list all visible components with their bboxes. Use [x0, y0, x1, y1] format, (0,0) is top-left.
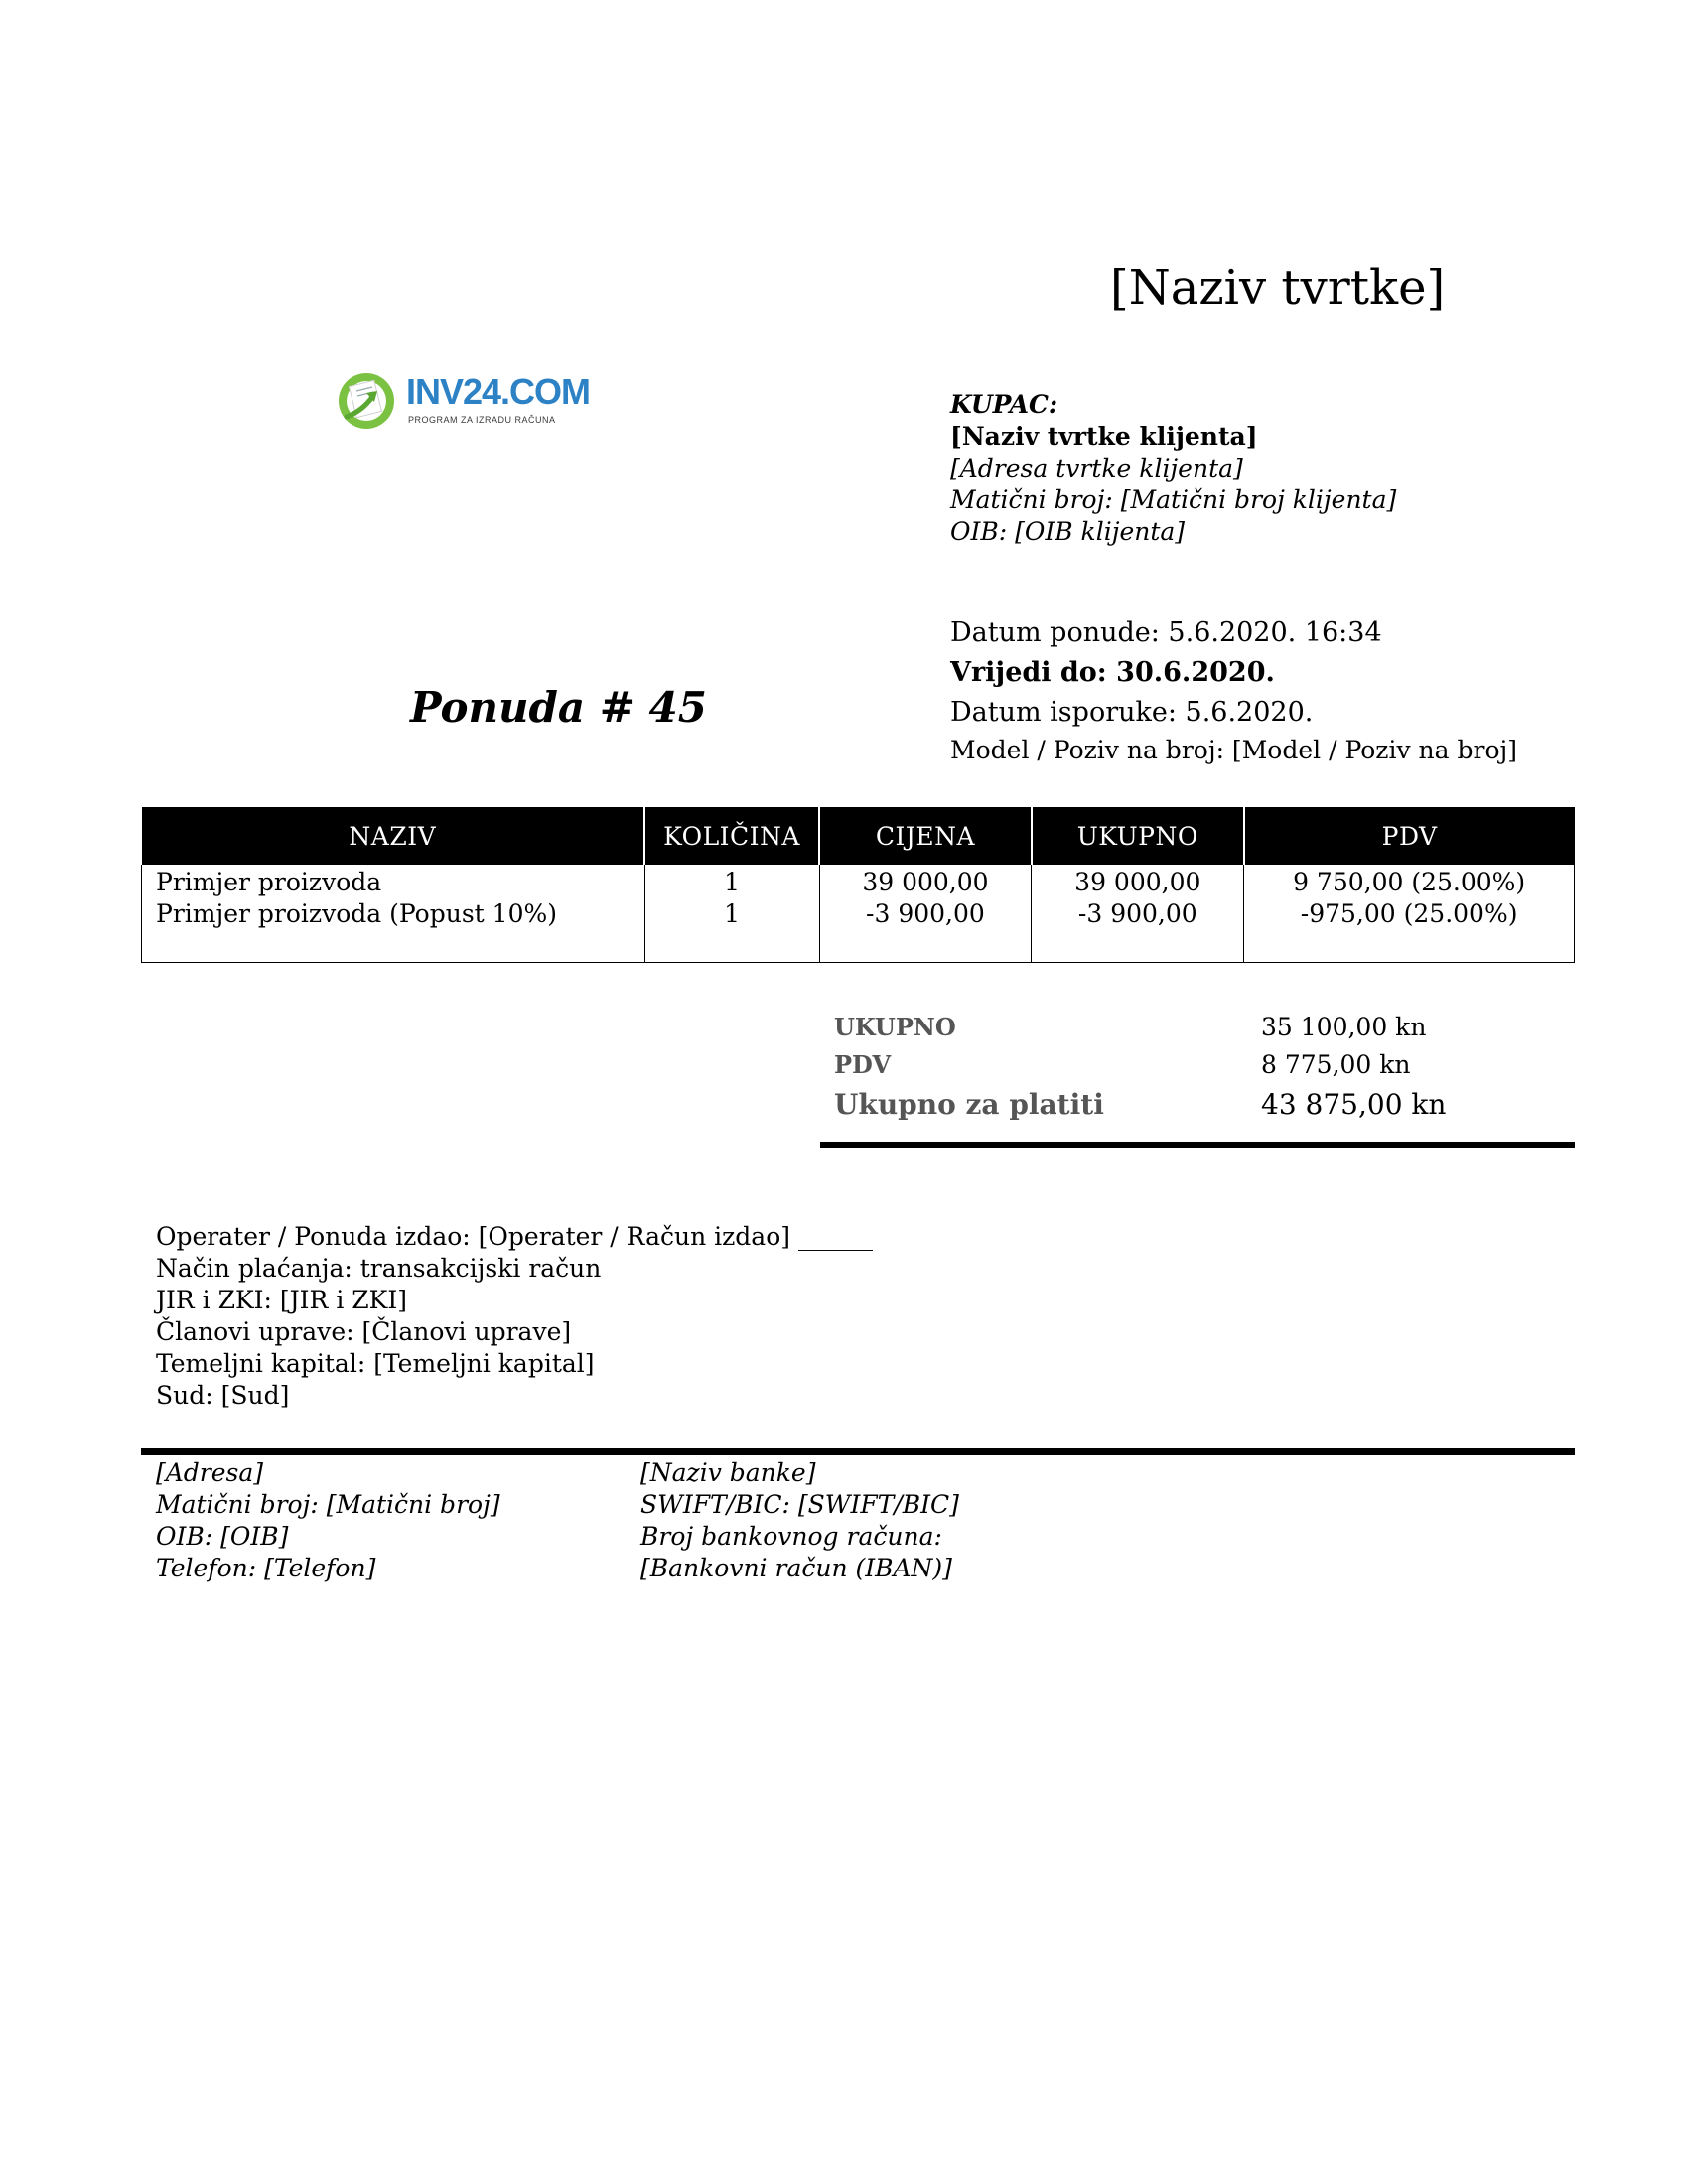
buyer-registration: Matični broj: [Matični broj klijenta]	[950, 485, 1397, 514]
logo-tagline: PROGRAM ZA IZRADU RAČUNA	[408, 415, 556, 425]
grand-total-value: 43 875,00 kn	[1261, 1088, 1447, 1121]
offer-valid-until: Vrijedi do: 30.6.2020.	[950, 657, 1275, 688]
item-qty: 1	[724, 868, 740, 896]
footer-account: Broj bankovnog računa: [Bankovni račun (IBAN)]	[640, 1522, 952, 1582]
logo-brand: INV24.COM	[406, 371, 591, 412]
cell-prices	[819, 865, 1032, 963]
item-name: Primjer proizvoda (Popust 10%)	[156, 899, 557, 928]
col-header-total: UKUPNO	[1032, 807, 1244, 865]
subtotal-row	[820, 1013, 1575, 1050]
grand-total-row	[820, 1088, 1575, 1134]
buyer-oib: OIB: [OIB klijenta]	[950, 517, 1186, 546]
item-price: 39 000,00	[862, 868, 989, 896]
item-name: Primjer proizvoda	[156, 868, 382, 896]
cell-names	[142, 865, 645, 963]
buyer-block	[950, 389, 1396, 548]
item-total: 39 000,00	[1074, 868, 1201, 896]
offer-reference: Model / Poziv na broj: [Model / Poziv na broj]	[950, 736, 1518, 764]
vat-row	[820, 1050, 1575, 1088]
table-row	[142, 865, 1575, 963]
totals-divider	[820, 1142, 1575, 1148]
logo	[333, 365, 591, 435]
col-header-name: NAZIV	[142, 807, 645, 865]
item-vat: -975,00 (25.00%)	[1300, 899, 1518, 928]
footer-bank-name: [Naziv banke]	[640, 1458, 816, 1487]
vat-value: 8 775,00 kn	[1261, 1050, 1411, 1079]
note-court: Sud: [Sud]	[156, 1381, 290, 1410]
col-header-vat: PDV	[1244, 807, 1575, 865]
buyer-name: [Naziv tvrtke klijenta]	[950, 422, 1258, 451]
note-payment: Način plaćanja: transakcijski račun	[156, 1254, 602, 1283]
items-table	[141, 807, 1575, 963]
footer-divider	[141, 1448, 1575, 1455]
note-board: Članovi uprave: [Članovi uprave]	[156, 1317, 572, 1346]
offer-meta	[950, 614, 1517, 768]
item-price: -3 900,00	[866, 899, 985, 928]
footer-company-info	[156, 1457, 500, 1584]
cell-quantities	[644, 865, 819, 963]
note-capital: Temeljni kapital: [Temeljni kapital]	[156, 1349, 595, 1378]
table-header-row	[142, 807, 1575, 865]
footer-oib: OIB: [OIB]	[156, 1522, 289, 1551]
col-header-quantity: KOLIČINA	[644, 807, 819, 865]
note-operator: Operater / Ponuda izdao: [Operater / Račun izdao] ______	[156, 1222, 873, 1251]
grand-total-label: Ukupno za platiti	[834, 1088, 1104, 1121]
footer-phone: Telefon: [Telefon]	[156, 1554, 376, 1582]
offer-title: Ponuda # 45	[410, 683, 708, 732]
subtotal-value: 35 100,00 kn	[1261, 1013, 1427, 1041]
logo-icon	[337, 371, 396, 431]
company-name: [Naziv tvrtke]	[1110, 260, 1446, 316]
footer-address: [Adresa]	[156, 1458, 264, 1487]
offer-date: Datum ponude: 5.6.2020. 16:34	[950, 617, 1382, 648]
vat-label: PDV	[834, 1050, 892, 1079]
cell-vats	[1244, 865, 1575, 963]
subtotal-label: UKUPNO	[834, 1013, 956, 1041]
note-jir: JIR i ZKI: [JIR i ZKI]	[156, 1286, 407, 1314]
buyer-address: [Adresa tvrtke klijenta]	[950, 454, 1243, 482]
footer-registration: Matični broj: [Matični broj]	[156, 1490, 500, 1519]
footer-bank-info	[640, 1457, 1057, 1584]
col-header-price: CIJENA	[819, 807, 1032, 865]
item-vat: 9 750,00 (25.00%)	[1293, 868, 1526, 896]
cell-totals	[1032, 865, 1244, 963]
buyer-label: KUPAC:	[950, 390, 1058, 419]
item-qty: 1	[724, 899, 740, 928]
footer-swift: SWIFT/BIC: [SWIFT/BIC]	[640, 1490, 959, 1519]
totals-block	[820, 1013, 1575, 1134]
item-total: -3 900,00	[1077, 899, 1197, 928]
offer-delivery-date: Datum isporuke: 5.6.2020.	[950, 697, 1314, 728]
notes-block	[156, 1221, 873, 1412]
